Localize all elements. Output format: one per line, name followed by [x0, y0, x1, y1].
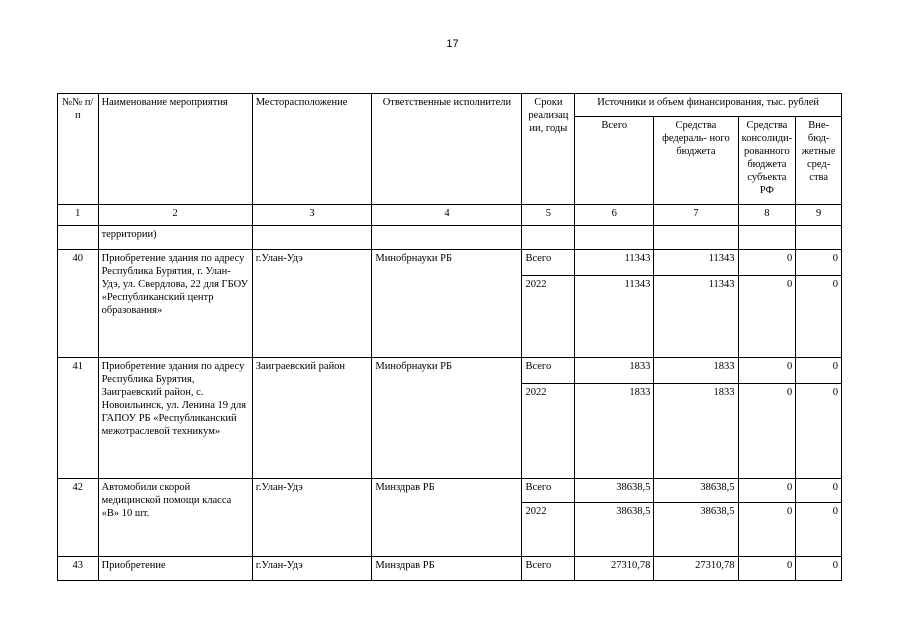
row-total: 38638,5 — [575, 503, 654, 557]
row-name: Приобретение здания по адресу Республика Бурятия, г. Улан-Удэ, ул. Свердлова, 22 для ГБОУ «Республиканский центр образования» — [98, 250, 252, 358]
header-name: Наименование мероприятия — [98, 94, 252, 205]
row-extra: 0 — [796, 250, 842, 276]
row-location: г.Улан-Удэ — [252, 250, 372, 358]
header-consolidated: Средства консолиди- рованного бюджета субъекта РФ — [738, 117, 796, 205]
table-row — [58, 557, 842, 581]
row-total: 11343 — [575, 276, 654, 358]
column-number: 2 — [98, 205, 252, 226]
row-term: Всего — [522, 358, 575, 384]
row-name: Автомобили скорой медицинской помощи класса «В» 10 шт. — [98, 479, 252, 557]
row-consolidated: 0 — [738, 479, 796, 503]
row-extra: 0 — [796, 557, 842, 581]
row-consolidated: 0 — [738, 250, 796, 276]
row-name: Приобретение — [98, 557, 252, 581]
table-row — [58, 226, 842, 250]
row-federal: 27310,78 — [654, 557, 738, 581]
header-funding: Источники и объем финансирования, тыс. рублей — [575, 94, 842, 117]
row-consolidated: 0 — [738, 276, 796, 358]
continuation-text: территории) — [98, 226, 252, 250]
row-total: 11343 — [575, 250, 654, 276]
table-row — [58, 479, 842, 503]
financing-table — [57, 93, 842, 581]
row-responsible: Минздрав РБ — [372, 557, 522, 581]
column-number: 9 — [796, 205, 842, 226]
row-extra: 0 — [796, 503, 842, 557]
row-term: 2022 — [522, 384, 575, 479]
row-responsible: Минобрнауки РБ — [372, 358, 522, 479]
column-number: 1 — [58, 205, 99, 226]
table-row — [58, 250, 842, 276]
row-federal: 11343 — [654, 250, 738, 276]
row-consolidated: 0 — [738, 557, 796, 581]
row-number: 43 — [58, 557, 99, 581]
row-responsible: Минздрав РБ — [372, 479, 522, 557]
header-num: №№ п/п — [58, 94, 99, 205]
row-extra: 0 — [796, 276, 842, 358]
header-federal: Средства федераль- ного бюджета — [654, 117, 738, 205]
header-responsible: Ответственные исполнители — [372, 94, 522, 205]
row-term: Всего — [522, 557, 575, 581]
header-terms: Сроки реализац ии, годы — [522, 94, 575, 205]
row-term: Всего — [522, 250, 575, 276]
row-federal: 38638,5 — [654, 479, 738, 503]
row-location: Заиграевский район — [252, 358, 372, 479]
column-number: 8 — [738, 205, 796, 226]
row-location: г.Улан-Удэ — [252, 479, 372, 557]
page-number: 17 — [446, 38, 459, 50]
row-term: 2022 — [522, 503, 575, 557]
row-total: 1833 — [575, 384, 654, 479]
row-total: 38638,5 — [575, 479, 654, 503]
column-number: 7 — [654, 205, 738, 226]
row-name: Приобретение здания по адресу Республика Бурятия, Заиграевский район, с. Новоильинск, ул. Ленина 19 для ГАПОУ РБ «Республиканский межотраслевой техникум» — [98, 358, 252, 479]
row-location: г.Улан-Удэ — [252, 557, 372, 581]
row-number: 40 — [58, 250, 99, 358]
row-federal: 38638,5 — [654, 503, 738, 557]
column-number: 3 — [252, 205, 372, 226]
row-total: 27310,78 — [575, 557, 654, 581]
row-extra: 0 — [796, 358, 842, 384]
column-number: 5 — [522, 205, 575, 226]
row-number: 41 — [58, 358, 99, 479]
column-number: 4 — [372, 205, 522, 226]
row-extra: 0 — [796, 384, 842, 479]
row-consolidated: 0 — [738, 384, 796, 479]
header-location: Месторасположение — [252, 94, 372, 205]
column-number: 6 — [575, 205, 654, 226]
row-consolidated: 0 — [738, 503, 796, 557]
row-total: 1833 — [575, 358, 654, 384]
row-federal: 1833 — [654, 384, 738, 479]
row-term: Всего — [522, 479, 575, 503]
table-row — [58, 358, 842, 384]
header-extra: Вне- бюд- жетные сред- ства — [796, 117, 842, 205]
row-consolidated: 0 — [738, 358, 796, 384]
row-federal: 1833 — [654, 358, 738, 384]
row-number: 42 — [58, 479, 99, 557]
row-responsible: Минобрнауки РБ — [372, 250, 522, 358]
header-total: Всего — [575, 117, 654, 205]
row-term: 2022 — [522, 276, 575, 358]
row-federal: 11343 — [654, 276, 738, 358]
row-extra: 0 — [796, 479, 842, 503]
